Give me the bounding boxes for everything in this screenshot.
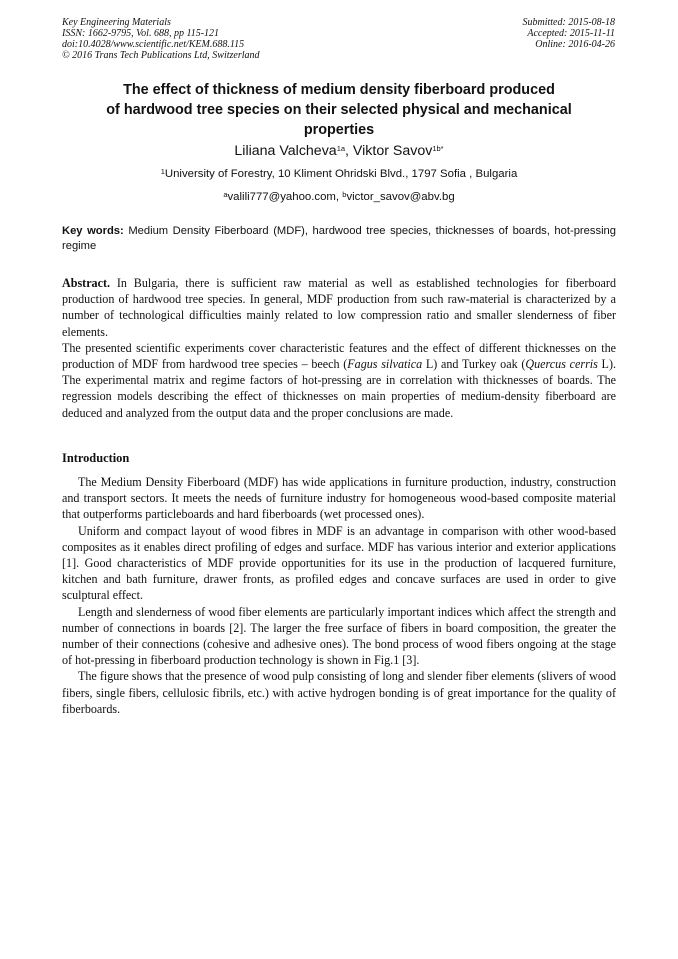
email-mark: a xyxy=(223,190,228,199)
keywords-text: Medium Density Fiberboard (MDF), hardwood tree species, thicknesses of boards, hot-pressing regime xyxy=(62,225,617,252)
journal-info xyxy=(62,17,260,61)
email-address: valili777@yahoo.com, xyxy=(227,191,343,203)
abstract-text: L). The experimental matrix and regime factors of hot-pressing are in correlation with thicknesses of boards. The regression models describing the effect of thicknesses on main properties of medium-density fiberboard are deduced and analyzed from the output data and the proper conclusions are made. xyxy=(62,357,616,420)
intro-paragraph: The figure shows that the presence of wood pulp consisting of long and slender fiber elements (slivers of wood fibers, single fibers, cellulosic fibrils, etc.) with active hydrogen bonding is of great importance for the quality of fiberboards. xyxy=(62,669,616,716)
abstract-paragraph xyxy=(62,340,616,421)
author-affiliation-mark: 1a xyxy=(336,144,346,153)
author-separator: , xyxy=(345,143,353,159)
author-affiliation-mark: 1b* xyxy=(432,144,444,153)
species-name: Fagus silvatica xyxy=(347,357,423,372)
copyright-line: © 2016 Trans Tech Publications Ltd, Switzerland xyxy=(62,50,260,61)
author-name: Liliana Valcheva xyxy=(234,143,337,159)
accepted-date: Accepted: 2015-11-11 xyxy=(527,28,615,39)
abstract-paragraph xyxy=(62,275,616,340)
affiliation-mark: 1 xyxy=(160,167,165,176)
abstract-label: Abstract. xyxy=(62,276,111,290)
affiliation xyxy=(62,167,616,181)
email-address: victor_savov@abv.bg xyxy=(346,191,455,203)
publication-dates xyxy=(523,17,616,50)
email-list xyxy=(62,190,616,204)
intro-paragraph: Uniform and compact layout of wood fibres in MDF is an advantage in comparison with other wood-based composites as it enables direct profiling of edges and surface. MDF has various interior and exterior applications [1]. Good characteristics of MDF provide opportunities for its use in the production of lacquered furniture, kitchen and bath furniture, drawer fronts, as profiled edges and concave surfaces are used in order to give sculptural effect. xyxy=(62,523,616,603)
abstract-text: L) and Turkey oak ( xyxy=(422,357,526,372)
title-line: properties xyxy=(303,122,375,138)
paper-title xyxy=(62,80,616,140)
title-line: of hardwood tree species on their selected physical and mechanical xyxy=(106,102,572,118)
abstract-text: In Bulgaria, there is sufficient raw material as well as established technologies for fiberboard production of hardwood tree species. In general, MDF production from such raw-material is characterized by a number of technological difficulties mainly related to low compression ratio and smaller slenderness of fiber elements. xyxy=(62,276,616,339)
species-name: Quercus cerris xyxy=(525,357,598,372)
abstract xyxy=(62,275,616,421)
issn-line: ISSN: 1662-9795, Vol. 688, pp 115-121 xyxy=(62,28,220,39)
abstract-text: The presented scientific experiments cover characteristic features and the effect of different thicknesses on the production of MDF from hardwood tree species – beech ( xyxy=(62,340,616,372)
introduction-section xyxy=(62,474,616,717)
keywords xyxy=(62,224,616,254)
intro-paragraph: Length and slenderness of wood fiber elements are particularly important indices which affect the strength and number of connections in boards [2]. The larger the free surface of fibers in board composition, the greater the number of their connections (cohesive and adhesive ones). The bond process of wood fibers ongoing at the stage of hot-pressing in fiberboard production technology is shown in Fig.1 [3]. xyxy=(62,604,616,668)
keywords-label: Key words: xyxy=(62,225,124,237)
affiliation-text: University of Forestry, 10 Kliment Ohridski Blvd., 1797 Sofia , Bulgaria xyxy=(164,168,518,180)
submitted-date: Submitted: 2015-08-18 xyxy=(522,17,615,28)
email-mark: b xyxy=(342,190,347,199)
author-list xyxy=(62,142,616,160)
online-date: Online: 2016-04-26 xyxy=(535,39,615,50)
intro-paragraph: The Medium Density Fiberboard (MDF) has wide applications in furniture production, industry, construction and transport sectors. It meets the needs of furniture industry for homogeneous wood-based composite material that outperforms particleboards and hard fiberboards (wet processed ones). xyxy=(62,475,616,522)
author-name: Viktor Savov xyxy=(352,143,433,159)
doi-line: doi:10.4028/www.scientific.net/KEM.688.115 xyxy=(62,39,245,50)
section-heading: Introduction xyxy=(62,451,130,465)
journal-name: Key Engineering Materials xyxy=(62,17,171,28)
title-line: The effect of thickness of medium density fiberboard produced xyxy=(123,82,555,98)
